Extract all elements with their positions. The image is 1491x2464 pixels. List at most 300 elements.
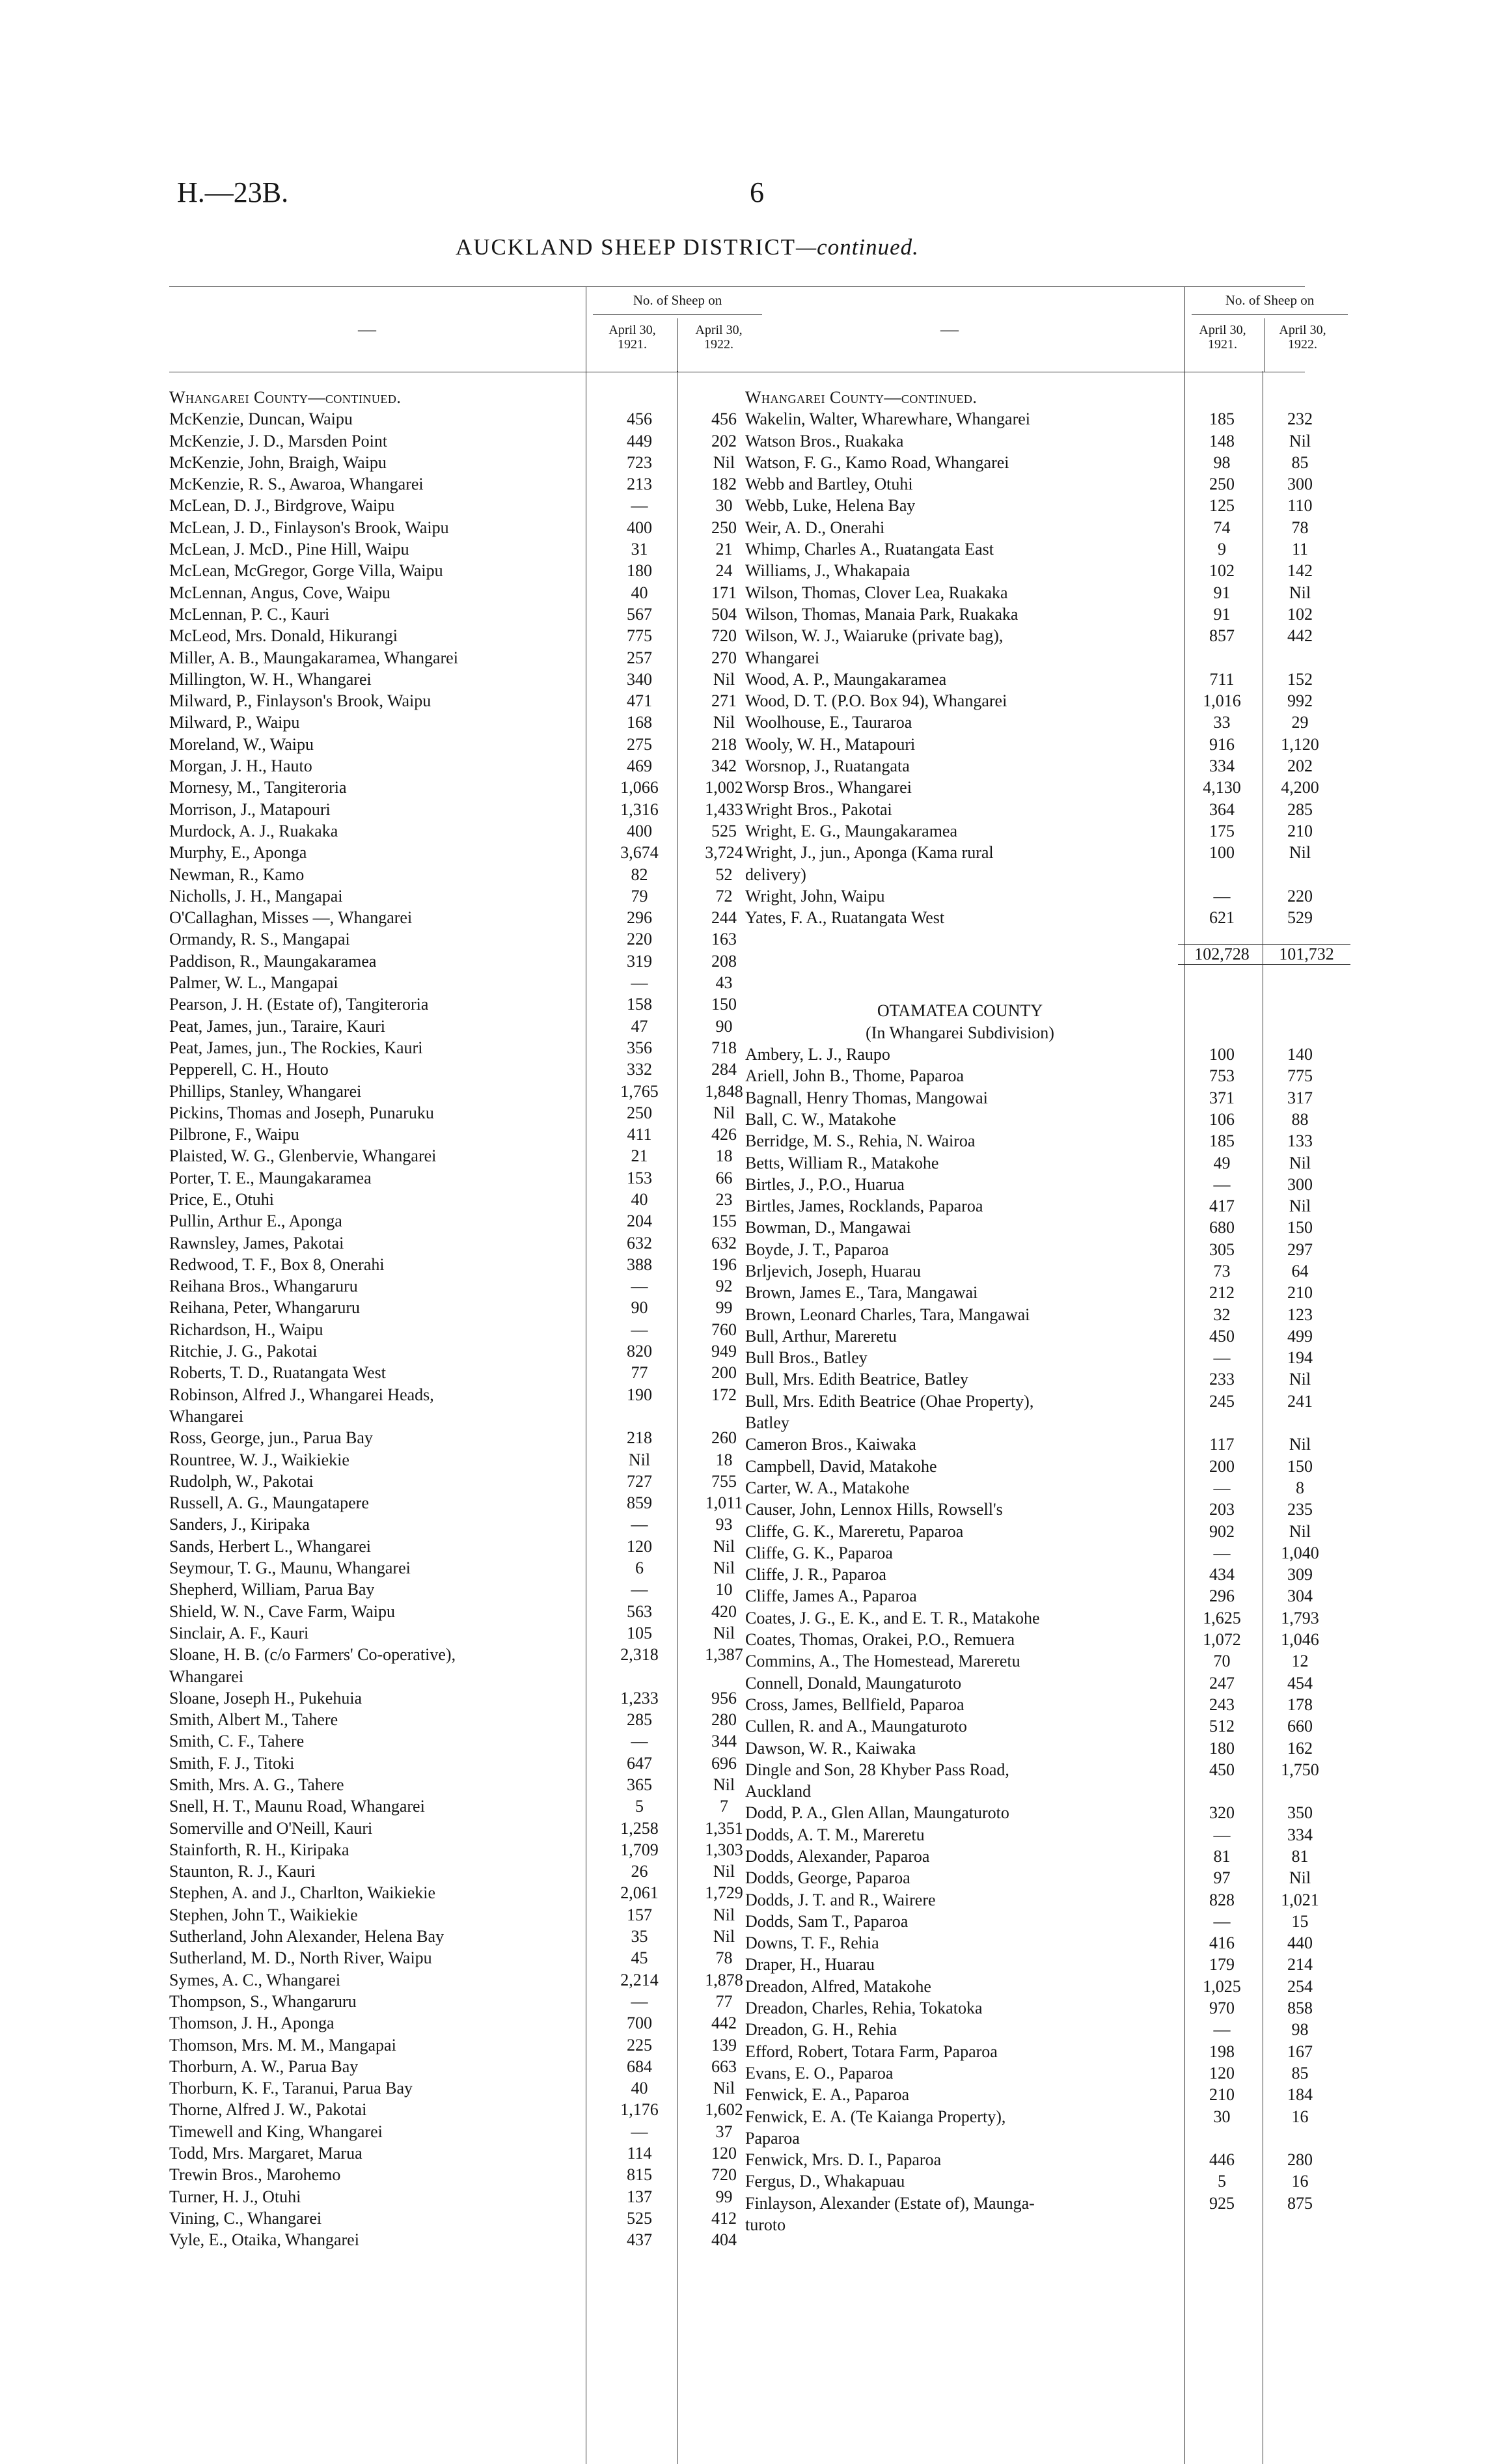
right-table-row xyxy=(745,625,1313,646)
left-sheep-1921: 775 xyxy=(627,626,652,646)
left-owner-name: Smith, F. J., Titoki xyxy=(169,1753,295,1773)
right-sheep-1922: 442 xyxy=(1287,626,1313,646)
right-sheep-1922: 992 xyxy=(1287,691,1313,711)
left-sheep-1922: 90 xyxy=(715,1016,733,1036)
left-sheep-1922: 43 xyxy=(715,973,733,993)
otamatea-sheep-1922: 133 xyxy=(1287,1131,1313,1151)
left-owner-name: Robinson, Alfred J., Whangarei Heads, xyxy=(169,1385,434,1404)
otamatea-owner-name: Brljevich, Joseph, Huarau xyxy=(745,1261,922,1280)
otamatea-table-row xyxy=(745,1976,1313,1997)
left-table-row xyxy=(169,2229,768,2250)
otamatea-owner-name: Finlayson, Alexander (Estate of), Maunga- xyxy=(745,2193,1035,2213)
otamatea-owner-name: Dodds, A. T. M., Mareretu xyxy=(745,1825,925,1844)
left-sheep-1922: Nil xyxy=(713,1558,735,1578)
left-table-row xyxy=(169,1081,768,1102)
left-sheep-1922: Nil xyxy=(713,669,735,689)
otamatea-sheep-1922: 1,750 xyxy=(1281,1760,1319,1779)
otamatea-table-row xyxy=(745,1932,1313,1954)
right-sheep-1922: Nil xyxy=(1289,843,1311,863)
otamatea-sheep-1922: 140 xyxy=(1287,1045,1313,1064)
left-table-row xyxy=(169,1926,768,1947)
right-sheep-1921: 364 xyxy=(1209,799,1235,819)
left-owner-name: Pilbrone, F., Waipu xyxy=(169,1125,299,1144)
right-header-dash: — xyxy=(940,320,959,340)
otamatea-table-row xyxy=(745,1195,1311,1217)
otamatea-sheep-1922: 875 xyxy=(1287,2193,1313,2213)
otamatea-owner-name: Berridge, M. S., Rehia, N. Wairoa xyxy=(745,1131,976,1151)
otamatea-sheep-1922: 8 xyxy=(1296,1478,1304,1497)
left-table-row xyxy=(169,1904,768,1926)
right-owner-name: Woolhouse, E., Tauraroa xyxy=(745,713,912,732)
left-table-row xyxy=(169,1579,768,1600)
left-sheep-1922: 196 xyxy=(711,1254,737,1274)
left-table-row xyxy=(169,1471,768,1492)
right-owner-name: Worsp Bros., Whangarei xyxy=(745,778,912,797)
left-sheep-1921: 180 xyxy=(627,561,652,581)
otamatea-table-row xyxy=(745,1802,1313,1823)
left-owner-name: O'Callaghan, Misses —, Whangarei xyxy=(169,908,413,928)
otamatea-sheep-1921: 245 xyxy=(1209,1391,1235,1411)
otamatea-sheep-1922: 178 xyxy=(1287,1695,1313,1714)
left-sheep-1921: 6 xyxy=(635,1558,644,1578)
left-table-row xyxy=(169,2012,768,2034)
left-table-row xyxy=(169,1232,768,1254)
left-sheep-1922: Nil xyxy=(713,1623,735,1642)
otamatea-sheep-1922: 214 xyxy=(1287,1955,1313,1974)
otamatea-sheep-1921: 1,072 xyxy=(1203,1630,1241,1650)
left-sheep-1921: 1,765 xyxy=(620,1081,659,1101)
left-sheep-1922: 1,433 xyxy=(705,799,743,819)
left-sheep-1921: 525 xyxy=(627,2208,652,2228)
otamatea-sheep-1921: 416 xyxy=(1209,1933,1235,1953)
right-table-row xyxy=(745,669,1313,690)
left-owner-name: Thorburn, A. W., Parua Bay xyxy=(169,2056,359,2076)
right-sheep-1922: 102 xyxy=(1287,604,1313,624)
otamatea-owner-name: Dodds, George, Paparoa xyxy=(745,1868,910,1888)
otamatea-sheep-1921: 320 xyxy=(1209,1803,1235,1823)
otamatea-table-row xyxy=(745,1304,1313,1325)
right-table-header xyxy=(745,286,1326,372)
right-sheep-1921: 916 xyxy=(1209,734,1235,754)
otamatea-sheep-1922: 1,793 xyxy=(1281,1608,1319,1627)
left-table-row xyxy=(169,1687,768,1709)
left-table-row xyxy=(169,1991,768,2012)
otamatea-table-row xyxy=(745,2193,1313,2214)
otamatea-table-row xyxy=(745,2106,1309,2127)
otamatea-sheep-1922: 150 xyxy=(1287,1218,1313,1238)
left-sheep-1921: 77 xyxy=(631,1363,648,1383)
right-sheep-1922: 78 xyxy=(1291,518,1309,537)
otamatea-table-row xyxy=(745,2127,1305,2149)
left-table-row xyxy=(169,1795,768,1817)
left-owner-name: Shepherd, William, Parua Bay xyxy=(169,1580,375,1599)
left-header-1922: April 30, 1922. xyxy=(677,318,759,372)
otamatea-table-row xyxy=(745,1044,1313,1065)
left-sheep-1921: 45 xyxy=(631,1948,648,1968)
otamatea-sheep-1922: 184 xyxy=(1287,2085,1313,2105)
right-owner-name: Watson, F. G., Kamo Road, Whangarei xyxy=(745,452,1009,472)
left-sheep-1922: 155 xyxy=(711,1211,737,1231)
left-sheep-1922: 1,602 xyxy=(705,2100,743,2120)
otamatea-table-row xyxy=(745,1911,1309,1932)
otamatea-owner-name: Cameron Bros., Kaiwaka xyxy=(745,1435,916,1454)
left-sheep-1922: 18 xyxy=(715,1450,733,1469)
otamatea-owner-name: Dawson, W. R., Kaiwaka xyxy=(745,1738,916,1758)
right-table-row xyxy=(745,755,1313,777)
otamatea-sheep-1921: 753 xyxy=(1209,1066,1235,1086)
left-sheep-1921: 449 xyxy=(627,431,652,450)
otamatea-sheep-1921: 243 xyxy=(1209,1695,1235,1714)
otamatea-sheep-1922: 280 xyxy=(1287,2150,1313,2170)
otamatea-sheep-1922: 254 xyxy=(1287,1976,1313,1996)
right-sheep-1921: 185 xyxy=(1209,409,1235,429)
right-owner-name: Wakelin, Walter, Wharewhare, Whangarei xyxy=(745,409,1031,429)
right-owner-name: Whimp, Charles A., Ruatangata East xyxy=(745,540,994,559)
left-table-row xyxy=(169,820,768,842)
otamatea-sheep-1921: 100 xyxy=(1209,1045,1235,1064)
otamatea-table-row xyxy=(745,1824,1313,1846)
left-sheep-1922: 404 xyxy=(711,2230,737,2250)
otamatea-table-row xyxy=(745,1607,1319,1629)
left-owner-name: McLeod, Mrs. Donald, Hikurangi xyxy=(169,626,398,646)
left-table-row xyxy=(169,1340,768,1362)
otamatea-owner-name: Cullen, R. and A., Maungaturoto xyxy=(745,1717,967,1736)
right-sheep-1921: 334 xyxy=(1209,756,1235,776)
left-sheep-1922: 99 xyxy=(715,1298,733,1318)
otamatea-owner-name: Betts, William R., Matakohe xyxy=(745,1153,939,1172)
otamatea-sheep-1922: 454 xyxy=(1287,1673,1313,1693)
left-table-row xyxy=(169,950,768,972)
right-table-row xyxy=(745,885,1313,907)
otamatea-table-row xyxy=(745,1325,1313,1347)
left-sheep-1922: 78 xyxy=(715,1948,733,1968)
left-owner-name: McLean, D. J., Birdgrove, Waipu xyxy=(169,496,395,516)
left-owner-name: Miller, A. B., Maungakaramea, Whangarei xyxy=(169,648,458,667)
otamatea-sheep-1921: 371 xyxy=(1209,1088,1235,1107)
right-sheep-1922: 202 xyxy=(1287,756,1313,776)
otamatea-owner-name: Bull, Mrs. Edith Beatrice, Batley xyxy=(745,1370,968,1389)
left-sheep-1921: 332 xyxy=(627,1060,652,1079)
left-sheep-1921: 859 xyxy=(627,1493,652,1513)
otamatea-owner-name: Fenwick, E. A., Paparoa xyxy=(745,2085,910,2105)
left-sheep-1921: 632 xyxy=(627,1233,652,1253)
left-owner-name: Peat, James, jun., Taraire, Kauri xyxy=(169,1016,385,1036)
left-sheep-1922: 412 xyxy=(711,2208,737,2228)
right-sheep-1921: 91 xyxy=(1213,604,1231,624)
left-owner-name: McKenzie, J. D., Marsden Point xyxy=(169,431,388,450)
left-table-row xyxy=(169,1492,768,1514)
left-table-row xyxy=(169,1384,768,1405)
otamatea-table-row xyxy=(745,2041,1313,2062)
otamatea-owner-name: Carter, W. A., Matakohe xyxy=(745,1478,910,1497)
left-sheep-1922: Nil xyxy=(713,1103,735,1122)
left-sheep-1922: 949 xyxy=(711,1342,737,1361)
otamatea-table-row xyxy=(745,1456,1313,1477)
right-table-row xyxy=(745,408,1313,430)
otamatea-owner-name: Causer, John, Lennox Hills, Rowsell's xyxy=(745,1500,1003,1519)
otamatea-sheep-1921: — xyxy=(1213,1348,1231,1368)
left-sheep-1921: 79 xyxy=(631,886,648,906)
left-owner-name: Sanders, J., Kiripaka xyxy=(169,1515,310,1534)
otamatea-sheep-1921: 446 xyxy=(1209,2150,1235,2170)
otamatea-sheep-1921: — xyxy=(1213,2020,1231,2040)
otamatea-subtitle: (In Whangarei Subdivision) xyxy=(866,1023,1054,1042)
right-owner-name: Wright Bros., Pakotai xyxy=(745,799,892,819)
otamatea-sheep-1922: 660 xyxy=(1287,1717,1313,1736)
left-sheep-1922: 208 xyxy=(711,951,737,971)
left-table-row xyxy=(169,842,768,863)
left-sheep-1921: 1,258 xyxy=(620,1818,659,1838)
otamatea-table-row xyxy=(745,1391,1313,1412)
left-table-row xyxy=(169,495,768,516)
left-table-row xyxy=(169,1319,768,1340)
otamatea-sheep-1922: 162 xyxy=(1287,1738,1313,1758)
left-sheep-1921: 105 xyxy=(627,1623,652,1642)
left-sheep-1922: Nil xyxy=(713,1905,735,1924)
left-table-row xyxy=(169,1059,768,1080)
otamatea-sheep-1922: 241 xyxy=(1287,1391,1313,1411)
left-table-row xyxy=(169,1557,768,1579)
left-sheep-1922: 72 xyxy=(715,886,733,906)
left-sheep-1921: 137 xyxy=(627,2187,652,2206)
left-owner-name: Staunton, R. J., Kauri xyxy=(169,1862,316,1881)
otamatea-sheep-1921: 198 xyxy=(1209,2042,1235,2061)
right-sheep-1922: 11 xyxy=(1291,540,1309,559)
otamatea-sheep-1921: 73 xyxy=(1213,1261,1231,1280)
otamatea-owner-name: Ariell, John B., Thome, Paparoa xyxy=(745,1066,964,1086)
left-sheep-1921: 21 xyxy=(631,1146,648,1166)
left-sheep-1921: 820 xyxy=(627,1342,652,1361)
left-owner-name: Rawnsley, James, Pakotai xyxy=(169,1233,344,1253)
otamatea-table-row xyxy=(745,1846,1309,1867)
left-owner-name: Moreland, W., Waipu xyxy=(169,734,314,754)
right-table-row xyxy=(745,538,1309,560)
otamatea-table-row xyxy=(745,1521,1311,1542)
otamatea-owner-name: Campbell, David, Matakohe xyxy=(745,1456,937,1476)
otamatea-owner-name: Paparoa xyxy=(745,2128,800,2148)
otamatea-owner-name: Cliffe, J. R., Paparoa xyxy=(745,1565,886,1585)
right-table-row xyxy=(745,907,1313,928)
document-code: H.—23B. xyxy=(177,176,289,208)
left-sheep-1921: 1,066 xyxy=(620,778,659,797)
otamatea-table-row xyxy=(745,1585,1313,1607)
right-sheep-1921: 91 xyxy=(1213,583,1231,602)
otamatea-sheep-1921: 117 xyxy=(1209,1435,1235,1454)
left-sheep-1922: 260 xyxy=(711,1428,737,1448)
left-owner-name: Snell, H. T., Maunu Road, Whangarei xyxy=(169,1797,425,1816)
left-sheep-1921: 220 xyxy=(627,930,652,949)
right-sheep-1922: 85 xyxy=(1291,452,1309,472)
left-owner-name: Turner, H. J., Otuhi xyxy=(169,2187,301,2206)
left-table-row xyxy=(169,907,768,928)
right-table-row xyxy=(745,582,1311,603)
left-table-row xyxy=(169,1969,768,1991)
otamatea-owner-name: Connell, Donald, Maungaturoto xyxy=(745,1673,962,1693)
left-owner-name: Richardson, H., Waipu xyxy=(169,1320,323,1339)
left-sheep-1921: 727 xyxy=(627,1471,652,1491)
left-owner-name: McKenzie, Duncan, Waipu xyxy=(169,409,353,429)
page-number: 6 xyxy=(750,176,764,208)
left-table-row xyxy=(169,1882,768,1903)
left-owner-name: Mornesy, M., Tangiteroria xyxy=(169,778,347,797)
left-owner-name: McKenzie, John, Braigh, Waipu xyxy=(169,452,387,472)
left-sheep-1922: 66 xyxy=(715,1168,733,1187)
left-owner-name: Newman, R., Kamo xyxy=(169,865,305,884)
left-owner-name: Paddison, R., Maungakaramea xyxy=(169,951,377,971)
left-table-row xyxy=(169,603,768,625)
otamatea-sheep-1921: — xyxy=(1213,1825,1231,1844)
right-column xyxy=(745,286,1334,2236)
otamatea-owner-name: Brown, Leonard Charles, Tara, Mangawai xyxy=(745,1305,1030,1324)
otamatea-table-row xyxy=(745,1672,1313,1694)
left-table-row xyxy=(169,1514,768,1535)
right-sheep-1921: 98 xyxy=(1213,452,1231,472)
left-sheep-1921: 218 xyxy=(627,1428,652,1448)
left-sheep-1921: 700 xyxy=(627,2014,652,2033)
left-sheep-1922: 270 xyxy=(711,648,737,667)
left-sheep-1921: 3,674 xyxy=(620,843,659,863)
left-table-row xyxy=(169,1167,768,1189)
otamatea-sheep-1922: 123 xyxy=(1287,1305,1313,1324)
left-sheep-1921: 90 xyxy=(631,1298,648,1318)
right-sheep-1921: 1,016 xyxy=(1203,691,1241,711)
right-owner-name: Wright, J., jun., Aponga (Kama rural xyxy=(745,843,994,863)
left-sheep-1921: 563 xyxy=(627,1601,652,1621)
left-sheep-1921: 815 xyxy=(627,2165,652,2185)
right-owner-name: Whangarei xyxy=(745,648,820,667)
left-table-row xyxy=(169,928,768,950)
right-sheep-1921: 621 xyxy=(1209,908,1235,928)
left-owner-name: Sinclair, A. F., Kauri xyxy=(169,1623,309,1642)
left-owner-name: Nicholls, J. H., Mangapai xyxy=(169,886,343,906)
left-table-row xyxy=(169,1947,768,1969)
otamatea-table-row xyxy=(745,1065,1313,1087)
right-owner-name: Wright, John, Waipu xyxy=(745,886,885,906)
otamatea-sheep-1922: 1,040 xyxy=(1281,1543,1319,1562)
left-sheep-1922: 1,729 xyxy=(705,1883,743,1903)
left-table-row xyxy=(169,1189,768,1210)
left-sheep-1922: 1,848 xyxy=(705,1081,743,1101)
left-sheep-1921: 40 xyxy=(631,583,648,602)
right-owner-name: Wood, D. T. (P.O. Box 94), Whangarei xyxy=(745,691,1007,711)
left-sheep-1921: 1,709 xyxy=(620,1840,659,1859)
otamatea-sheep-1922: 85 xyxy=(1291,2063,1309,2083)
left-owner-name: Symes, A. C., Whangarei xyxy=(169,1970,341,1989)
left-sheep-1922: 720 xyxy=(711,626,737,646)
otamatea-table-row xyxy=(745,1412,1305,1433)
left-owner-name: Whangarei xyxy=(169,1667,244,1686)
right-sheep-1922: 285 xyxy=(1287,799,1313,819)
left-table-row xyxy=(169,2142,768,2164)
left-sheep-1922: 7 xyxy=(720,1797,728,1816)
left-sheep-1922: 284 xyxy=(711,1060,737,1079)
left-sheep-1922: 760 xyxy=(711,1320,737,1339)
left-table-row xyxy=(169,1016,768,1037)
left-sheep-1921: 120 xyxy=(627,1536,652,1556)
right-owner-name: Wilson, W. J., Waiaruke (private bag), xyxy=(745,626,1004,646)
left-owner-name: McLean, J. McD., Pine Hill, Waipu xyxy=(169,540,409,559)
otamatea-table-row xyxy=(745,2084,1313,2105)
left-owner-name: Stephen, A. and J., Charlton, Waikiekie xyxy=(169,1883,436,1903)
left-table-row xyxy=(169,1774,768,1795)
left-owner-name: Ross, George, jun., Parua Bay xyxy=(169,1428,373,1448)
otamatea-sheep-1921: — xyxy=(1213,1174,1231,1194)
left-table-row xyxy=(169,582,768,603)
otamatea-table-row xyxy=(745,1130,1313,1152)
left-sheep-1922: 23 xyxy=(715,1189,733,1209)
otamatea-owner-name: Ball, C. W., Matakohe xyxy=(745,1109,896,1129)
left-owner-name: Morrison, J., Matapouri xyxy=(169,799,331,819)
right-owner-name: Wilson, Thomas, Manaia Park, Ruakaka xyxy=(745,604,1019,624)
left-sheep-1922: 244 xyxy=(711,908,737,928)
left-owner-name: Price, E., Otuhi xyxy=(169,1189,275,1209)
right-sheep-1922: 210 xyxy=(1287,821,1313,840)
left-sheep-1921: 158 xyxy=(627,995,652,1014)
left-owner-name: Todd, Mrs. Margaret, Marua xyxy=(169,2144,362,2163)
left-table-row xyxy=(169,2034,768,2056)
left-table-row xyxy=(169,1124,768,1145)
left-sheep-1922: 344 xyxy=(711,1732,737,1751)
left-sheep-1922: 99 xyxy=(715,2187,733,2206)
left-owner-name: Sloane, H. B. (c/o Farmers' Co-operative), xyxy=(169,1645,456,1665)
left-sheep-1921: — xyxy=(631,1991,648,2011)
otamatea-owner-name: Dreadon, Charles, Rehia, Tokatoka xyxy=(745,1999,983,2018)
otamatea-owner-name: Dingle and Son, 28 Khyber Pass Road, xyxy=(745,1760,1009,1779)
right-table-row xyxy=(745,777,1319,798)
right-section-heading: Whangarei County—continued. xyxy=(745,388,978,407)
otamatea-sheep-1922: 150 xyxy=(1287,1456,1313,1476)
left-sheep-1922: 30 xyxy=(715,496,733,516)
left-owner-name: Sutherland, M. D., North River, Waipu xyxy=(169,1948,432,1968)
left-sheep-1921: 471 xyxy=(627,691,652,711)
otamatea-sheep-1921: 179 xyxy=(1209,1955,1235,1974)
right-table-row xyxy=(745,734,1319,755)
left-table-row xyxy=(169,538,768,560)
left-sheep-1922: 218 xyxy=(711,734,737,754)
otamatea-sheep-1921: — xyxy=(1213,1543,1231,1562)
otamatea-sheep-1921: 212 xyxy=(1209,1283,1235,1303)
left-sheep-1922: 1,387 xyxy=(705,1645,743,1665)
left-owner-name: Morgan, J. H., Hauto xyxy=(169,756,312,776)
left-sheep-1921: — xyxy=(631,973,648,993)
otamatea-owner-name: Coates, J. G., E. K., and E. T. R., Matakohe xyxy=(745,1608,1040,1627)
left-sheep-1921: 365 xyxy=(627,1775,652,1794)
left-sheep-1922: 37 xyxy=(715,2122,733,2141)
otamatea-sheep-1921: 185 xyxy=(1209,1131,1235,1151)
otamatea-owner-name: Ambery, L. J., Raupo xyxy=(745,1045,890,1064)
page-header xyxy=(177,176,1017,215)
left-owner-name: McLennan, P. C., Kauri xyxy=(169,604,330,624)
otamatea-sheep-1921: 512 xyxy=(1209,1717,1235,1736)
left-owner-name: Roberts, T. D., Ruatangata West xyxy=(169,1363,386,1383)
right-sheep-1922: 232 xyxy=(1287,409,1313,429)
left-table-row xyxy=(169,647,768,669)
otamatea-table-row xyxy=(745,1499,1313,1520)
left-sheep-1921: 456 xyxy=(627,409,652,429)
otamatea-owner-name: Dodds, Alexander, Paparoa xyxy=(745,1847,930,1866)
left-sheep-1922: 182 xyxy=(711,475,737,494)
right-owner-name: Wooly, W. H., Matapouri xyxy=(745,734,916,754)
otamatea-sheep-1921: 247 xyxy=(1209,1673,1235,1693)
left-sheep-1921: 2,318 xyxy=(620,1645,659,1665)
left-table-row xyxy=(169,2099,768,2120)
otamatea-table-row xyxy=(745,1780,1305,1802)
otamatea-sheep-1922: 210 xyxy=(1287,1283,1313,1303)
left-sheep-1922: 504 xyxy=(711,604,737,624)
right-table-row xyxy=(745,690,1313,712)
otamatea-table-row xyxy=(745,1867,1311,1889)
right-table-row xyxy=(745,430,1311,452)
